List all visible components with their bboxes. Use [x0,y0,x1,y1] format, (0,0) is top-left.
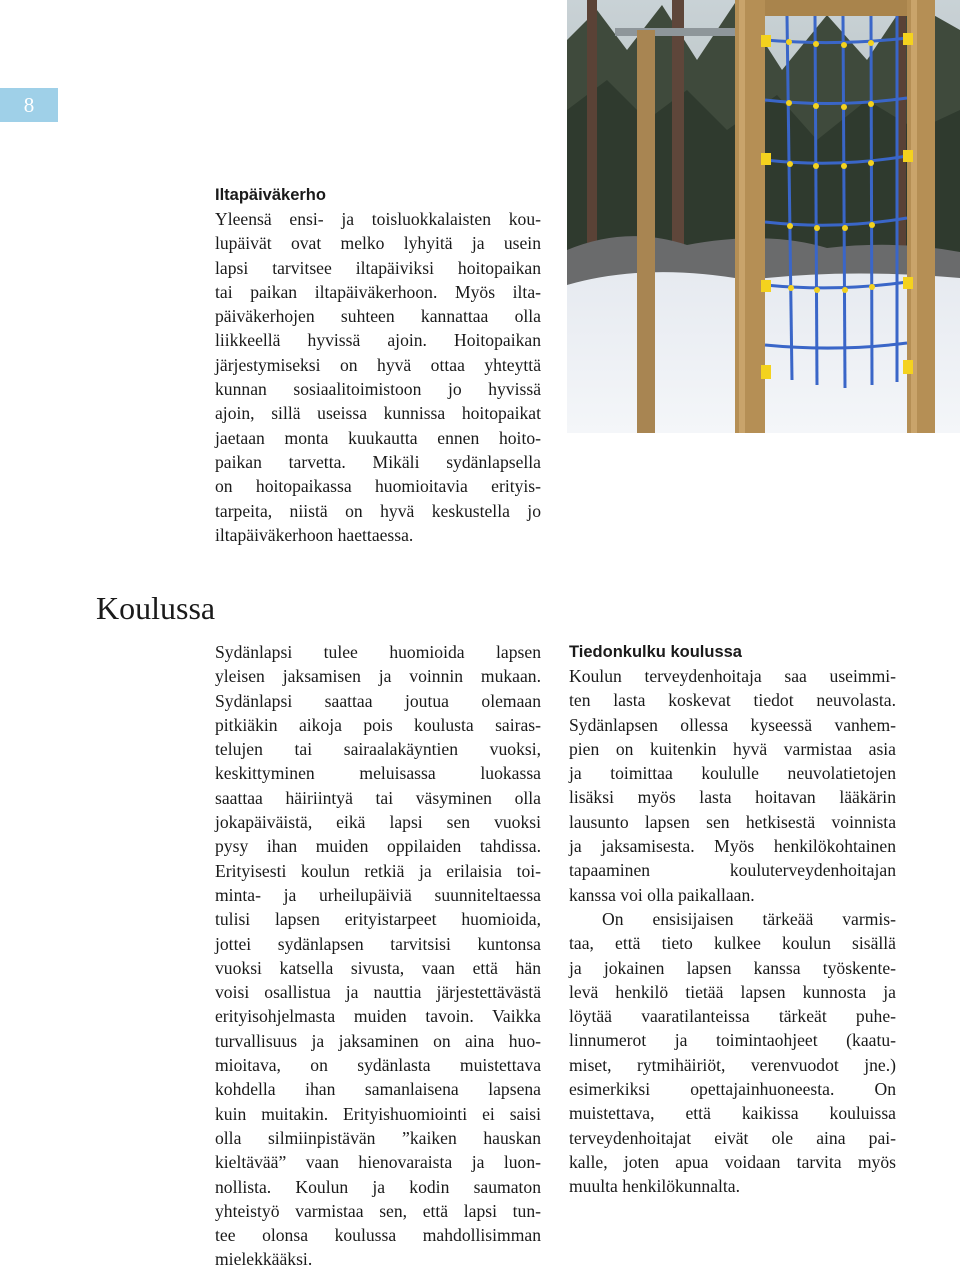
text-line: saattaa häiriintyä tai väsyminen olla [215,787,541,808]
text-line: ja jokainen lapsen kanssa työskente- [569,957,896,978]
text-line: järjestymiseksi on hyvä ottaa yhteyttä [215,354,541,375]
school-text [215,640,541,1272]
afternoon-club-heading: Iltapäiväkerho [215,186,326,204]
text-line: pysy ihan muiden oppilaiden tahdissa. [215,836,541,857]
text-line: kohdella ihan samanlaisena lapsena [215,1079,541,1100]
info-flow-paragraph-2 [569,907,896,1199]
text-line: ja jaksamisesta. Myös henkilökohtainen [569,836,896,857]
text-line: pien on kuitenkin hyvä varmistaa asia [569,738,896,759]
text-line: ja toimittaa koululle neuvolatietojen [569,763,896,784]
text-line: jaetaan monta kuukautta ennen hoito- [215,427,541,448]
text-line: keskittyminen meluisassa luokassa [215,763,541,784]
text-line: vuoksi katsella sivusta, vaan että hän [215,957,541,978]
school-section [215,640,541,1272]
text-line: mielekkääksi. [215,1249,313,1270]
text-line: lapsi tarvitsee iltapäiviksi hoitopaikan [215,257,541,278]
text-line: taa, että tieto kulkee koulun sisällä [569,933,896,954]
text-line: tulisi lapsen erityistarpeet huomioida, [215,909,541,930]
text-line: Yleensä ensi- ja toisluokkalaisten kou- [215,209,541,229]
text-line: Erityisesti koulun retkiä ja erilaisia toi- [215,860,541,881]
text-line: kanssa voi olla paikallaan. [569,884,755,905]
text-line: lausunto lapsen sen hetkisestä voinnista [569,811,896,832]
text-line: minta- ja urheilupäiviä suunniteltaessa [215,884,541,905]
text-line: linnumerot ja toimintaohjeet (kaatu- [569,1030,896,1051]
text-line: Sydänlapsi tulee huomioida lapsen [215,642,541,662]
text-line: on hoitopaikassa huomioitavia erityis- [215,476,541,497]
text-line: On ensisijaisen tärkeää varmis- [602,908,896,929]
text-line: kuin muitakin. Erityishuomiointi ei saisi [215,1103,541,1124]
text-line: miset, rytmihäiriöt, verenvuodot jne.) [569,1054,896,1075]
text-line: pitkiäkin aikoja pois koulusta sairas- [215,714,541,735]
info-flow-paragraph-1 [569,664,896,907]
text-line: kieltävää” vaan hienovaraista ja luon- [215,1152,541,1173]
text-line: tai paikan iltapäiväkerhoon. Myös ilta- [215,281,541,302]
text-line: lisäksi myös lasta hoitavan lääkärin [569,787,896,808]
text-line: päiväkerhojen suhteen kannattaa olla [215,306,541,327]
text-line: Sydänlapsi saattaa joutua olemaan [215,690,541,711]
text-line: telujen tai sairaalakäyntien vuoksi, [215,739,541,760]
text-line: lupäivät ovat melko lyhyitä ja usein [215,233,541,254]
text-line: kalle, joten apua voidaan tarvita myös [569,1151,896,1172]
text-line: nollista. Koulun ja kodin saumaton [215,1176,541,1197]
section-title: Koulussa [96,590,216,626]
text-line: muulta henkilökunnalta. [569,1176,741,1197]
info-flow-heading: Tiedonkulku koulussa [569,643,742,661]
text-line: Koulun terveydenhoitaja saa useimmi- [569,666,896,686]
text-line: jokapäiväistä, eikä lapsi sen vuoksi [215,812,541,833]
info-flow-section [569,640,896,1199]
text-line: tee olonsa koulussa mahdollisimman [215,1225,541,1246]
text-line: iltapäiväkerhoon haettaessa. [215,524,414,545]
text-line: löytää vaaratilanteissa tärkeät puhe- [569,1006,896,1027]
page-number: 8 [0,88,58,122]
text-line: yhteistyö varmistaa sen, että lapsi tun- [215,1200,541,1221]
text-line: turvallisuus ja jaksaminen on aina huo- [215,1030,541,1051]
text-line: ajoin, sillä useissa kunnissa hoitopaikat [215,403,541,424]
text-line: olla silmiinpistävän ”kaiken hauskan [215,1127,541,1148]
text-line: levä henkilö tietää lapsen kunnosta ja [569,981,896,1002]
text-line: Sydänlapsen ollessa kyseessä vanhem- [569,714,896,735]
text-line: kunnan sosiaalitoimistoon jo hyvissä [215,379,541,400]
text-line: ten lasta koskevat tiedot neuvolasta. [569,690,896,711]
text-line: voisi osallistua ja nauttia järjestettävästä [215,982,541,1003]
playground-photo [567,0,960,433]
afternoon-club-text [215,207,541,547]
text-line: terveydenhoitajat eivät ole aina pai- [569,1127,896,1148]
text-line: tarpeita, niistä on hyvä keskustella jo [215,500,541,521]
text-line: erityisohjelmasta muiden tavoin. Vaikka [215,1006,541,1027]
text-line: jottei sydänlapsen tarvitsisi kuntonsa [215,933,541,954]
text-line: esimerkiksi opettajainhuoneesta. On [569,1079,896,1100]
afternoon-club-section [215,183,541,547]
text-line: liikkeellä hyvissä ajoin. Hoitopaikan [215,330,541,351]
text-line: tapaaminen kouluterveydenhoitajan [569,860,896,881]
text-line: muistettava, että kaikissa kouluissa [569,1103,896,1124]
text-line: yleisen jaksamisen ja voinnin mukaan. [215,666,541,687]
text-line: paikan tarvetta. Mikäli sydänlapsella [215,451,541,472]
text-line: mioitava, on sydänlasta muistettava [215,1055,541,1076]
